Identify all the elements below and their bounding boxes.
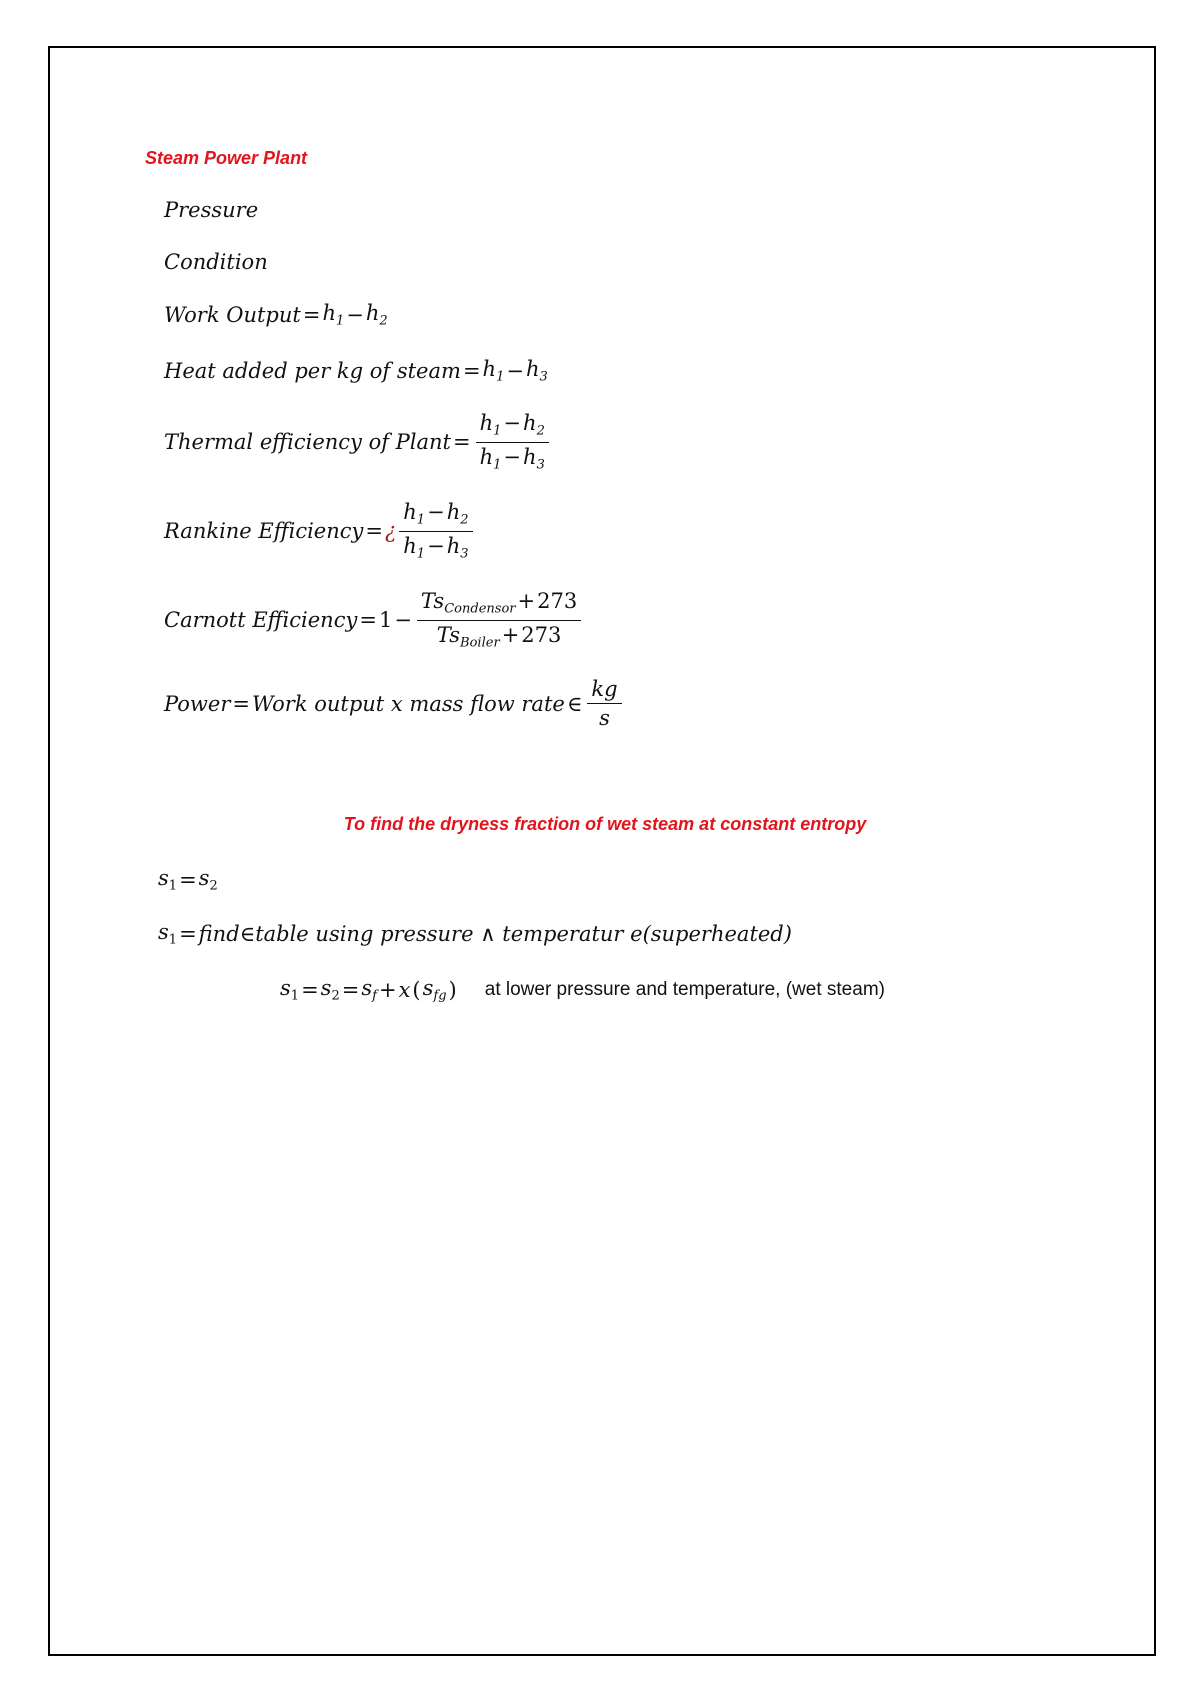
formula-power	[164, 677, 625, 730]
power-label: Power	[164, 691, 231, 716]
minus-sign: −	[394, 608, 412, 632]
power-unit-fraction	[587, 677, 621, 730]
thermal-efficiency-fraction	[476, 411, 549, 473]
equals-sign: =	[232, 691, 250, 716]
work-output-term-a: $h_1$	[322, 301, 345, 329]
wet-steam-note: at lower pressure and temperature, (wet steam)	[484, 978, 885, 1000]
formula-entropy-find	[158, 920, 792, 948]
formula-entropy-equal	[158, 866, 218, 894]
heat-added-term-a: $h_1$	[482, 357, 505, 385]
equals-sign: =	[302, 302, 321, 327]
rankine-symbol: ¿	[385, 519, 397, 543]
element-of-symbol: ∈	[566, 691, 583, 716]
open-paren: (	[412, 977, 421, 1002]
formula-condition	[164, 250, 268, 274]
thermal-efficiency-label: Thermal efficiency of Plant	[164, 430, 451, 454]
equals-sign: =	[453, 430, 471, 454]
rankine-efficiency-label: Rankine Efficiency	[164, 519, 364, 543]
condition-label: Condition	[164, 250, 268, 274]
entropy-s2: $s_2$	[198, 866, 218, 894]
carnott-one: 1	[378, 608, 393, 632]
formula-thermal-efficiency	[164, 411, 552, 473]
rankine-efficiency-fraction	[399, 500, 472, 562]
heat-added-term-b: $h_3$	[525, 357, 548, 385]
entropy-s1: $s_1$	[280, 976, 300, 1004]
formula-work-output	[164, 301, 388, 329]
formula-heat-added	[164, 357, 548, 385]
formula-entropy-wet-steam	[280, 976, 885, 1004]
entropy-s1: $s_1$	[158, 920, 178, 948]
formula-pressure	[164, 198, 258, 222]
section-heading-steam-power-plant: Steam Power Plant	[145, 148, 308, 168]
entropy-sf: $s_f$	[361, 976, 377, 1004]
fraction-numerator: $Ts_{Condensor}+273$	[417, 589, 581, 621]
power-rhs: Work output x mass flow rate	[251, 691, 565, 716]
section-heading-dryness-fraction: To find the dryness fraction of wet steam at constant entropy	[343, 814, 867, 834]
fraction-numerator: kg	[587, 677, 621, 704]
entropy-s2: $s_2$	[320, 976, 340, 1004]
entropy-s1: $s_1$	[158, 866, 178, 894]
equals-sign: =	[462, 358, 481, 383]
equals-sign: =	[365, 519, 383, 543]
work-output-label: Work Output	[164, 302, 301, 327]
formula-carnott-efficiency	[164, 589, 584, 651]
entropy-find-text: find∈table using pressure ∧ temperatur e(superheated)	[198, 921, 792, 946]
page-border	[48, 46, 1156, 1656]
equals-sign: =	[341, 977, 360, 1002]
equals-sign: =	[301, 977, 319, 1002]
fraction-denominator: $h_1-h_3$	[403, 533, 469, 562]
minus-sign: −	[346, 302, 364, 327]
carnott-efficiency-fraction	[417, 589, 581, 651]
fraction-denominator: $h_1-h_3$	[479, 444, 545, 473]
fraction-denominator: s	[599, 706, 610, 731]
equals-sign: =	[359, 608, 377, 632]
fraction-denominator: $Ts_{Boiler}+273$	[436, 622, 562, 651]
close-paren: )	[448, 977, 457, 1002]
fraction-numerator: $h_1-h_2$	[476, 411, 549, 443]
work-output-term-b: $h_2$	[365, 301, 388, 329]
dryness-x: x	[398, 977, 411, 1002]
carnott-efficiency-label: Carnott Efficiency	[164, 608, 358, 632]
minus-sign: −	[506, 358, 524, 383]
heat-added-label: Heat added per kg of steam	[164, 358, 461, 383]
entropy-sfg: $s_{fg}$	[422, 976, 447, 1004]
pressure-label: Pressure	[164, 198, 259, 222]
formula-rankine-efficiency	[164, 500, 476, 562]
plus-sign: +	[378, 977, 397, 1002]
fraction-numerator: $h_1-h_2$	[399, 500, 472, 532]
equals-sign: =	[179, 867, 197, 892]
equals-sign: =	[179, 921, 197, 946]
